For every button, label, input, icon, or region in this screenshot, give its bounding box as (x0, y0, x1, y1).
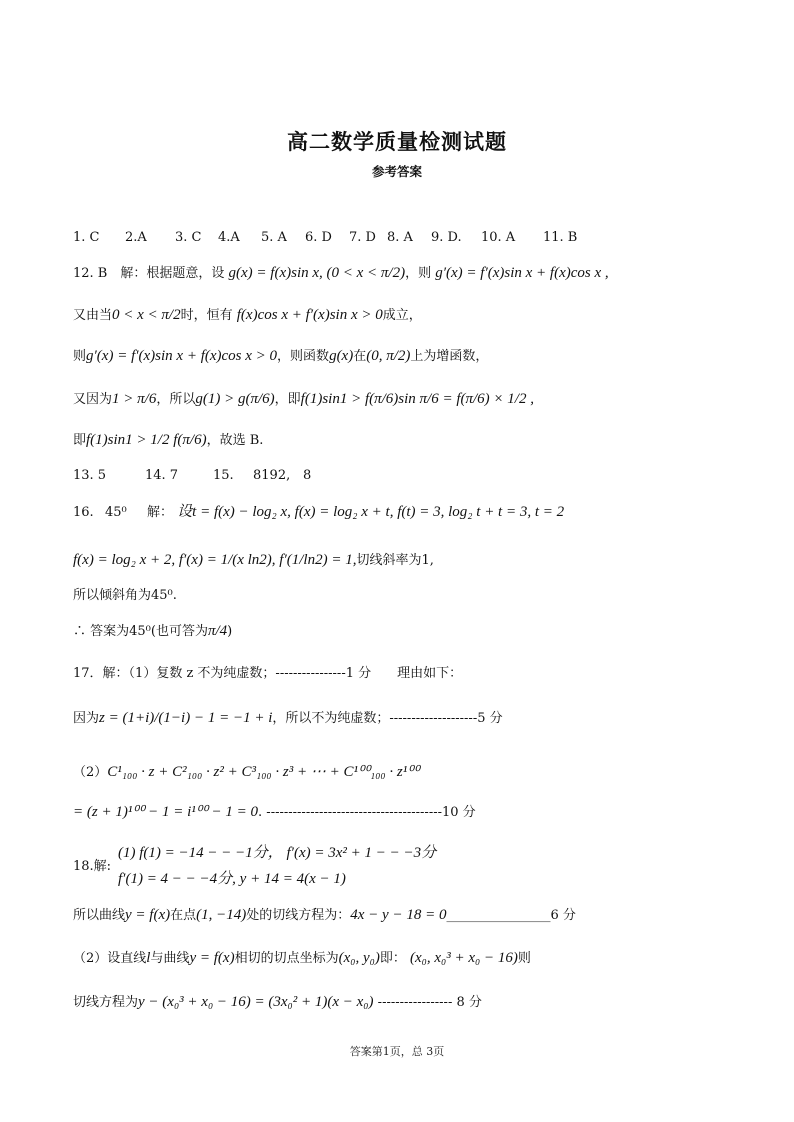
q13-15-row (73, 466, 311, 486)
q12-line-4: 又因为1 > π/6，所以g(1) > g(π/6)，即f(1)sin1 > f(π/6)sin π/6 = f(π/6) × 1/2 , (73, 391, 534, 407)
answer-1: 1. C (73, 230, 100, 245)
q17-line-1: 17．解：（1）复数 z 不为纯虚数；----------------1 分 理由如下： (73, 666, 463, 681)
answer-9: 9. D. (431, 230, 462, 245)
page-subtitle: 参考答案 (371, 164, 422, 179)
q18-line-5: 切线方程为y − (x₀³ + x₀ − 16) = (3x₀² + 1)(x − x₀) ----------------- 8 分 (73, 994, 482, 1010)
q18-line-2: f′(1) = 4 − − −4分, y + 14 = 4(x − 1) (118, 871, 346, 887)
q18-label: 18.解: (73, 859, 112, 874)
answer-15-b: 8 (303, 468, 312, 483)
q16-line-1: 16. 45⁰ 解： 设t = f(x) − log₂ x, f(x) = log₂ x + t, f(t) = 3, log₂ t + t = 3, t = 2 (73, 502, 564, 523)
answer-15-a: 8192, (253, 468, 291, 483)
q16-answer: 45⁰ (105, 505, 127, 520)
answer-14: 14. 7 (145, 468, 179, 483)
q12-line-5: 即f(1)sin1 > 1/2 f(π/6)，故选 B. (73, 432, 264, 448)
q12-math-2: g′(x) = f′(x)sin x + f(x)cos x , (435, 265, 609, 281)
q17-line-3: （2）C¹₁₀₀ · z + C²₁₀₀ · z² + C³₁₀₀ · z³ + ⋯ + C¹⁰⁰₁₀₀ · z¹⁰⁰ (73, 764, 420, 780)
page-title: 高二数学质量检测试题 (287, 130, 507, 154)
q12-line-2: 又由当0 < x < π/2时，恒有 f(x)cos x + f′(x)sin x > 0成立， (73, 307, 422, 323)
answer-10: 10. A (481, 230, 516, 245)
answer-4: 4.A (218, 230, 240, 245)
q12-math-1: g(x) = f(x)sin x, (0 < x < π/2) (228, 265, 406, 281)
q18-line-3: 所以曲线y = f(x)在点(1, −14)处的切线方程为：4x − y − 18 = 0________________6 分 (73, 907, 576, 923)
answer-5: 5. A (261, 230, 287, 245)
q18-line-4: （2）设直线l与曲线y = f(x)相切的切点坐标为(x₀, y₀)即： (x₀, x₀³ + x₀ − 16)则 (73, 950, 531, 966)
answer-8: 8. A (387, 230, 413, 245)
q16-line-3: 所以倾斜角为45⁰. (73, 588, 177, 603)
mc-answers-row (73, 228, 583, 248)
answer-3: 3. C (175, 230, 202, 245)
answer-11: 11. B (543, 230, 578, 245)
answer-15-label: 15. (213, 468, 234, 483)
answer-6: 6. D (305, 230, 332, 245)
q18-line-1: (1) f(1) = −14 − − −1分， f′(x) = 3x² + 1 − − −3分 (118, 845, 437, 861)
answer-2: 2.A (125, 230, 147, 245)
q12-line-1: 12. B 解：根据题意，设 g(x) = f(x)sin x, (0 < x < π/2)，则 g′(x) = f′(x)sin x + f(x)cos x , (73, 265, 609, 281)
answer-7: 7. D (349, 230, 376, 245)
q17-line-4: = (z + 1)¹⁰⁰ − 1 = i¹⁰⁰ − 1 = 0. ----------------------------------------10 分 (73, 804, 476, 820)
q17-line-2: 因为z = (1+i)/(1−i) − 1 = −1 + i，所以不为纯虚数；--------------------5 分 (73, 710, 503, 726)
q16-line-4: ∴ 答案为45⁰(也可答为π/4) (73, 623, 233, 639)
q16-line-2: f(x) = log₂ x + 2, f′(x) = 1/(x ln2), f′(1/ln2) = 1,切线斜率为1, (73, 552, 434, 568)
answer-13: 13. 5 (73, 468, 107, 483)
page-footer: 答案第1页，总 3页 (349, 1045, 445, 1058)
q12-line-3: 则g′(x) = f′(x)sin x + f(x)cos x > 0，则函数g(x)在(0, π/2)上为增函数， (73, 348, 489, 364)
